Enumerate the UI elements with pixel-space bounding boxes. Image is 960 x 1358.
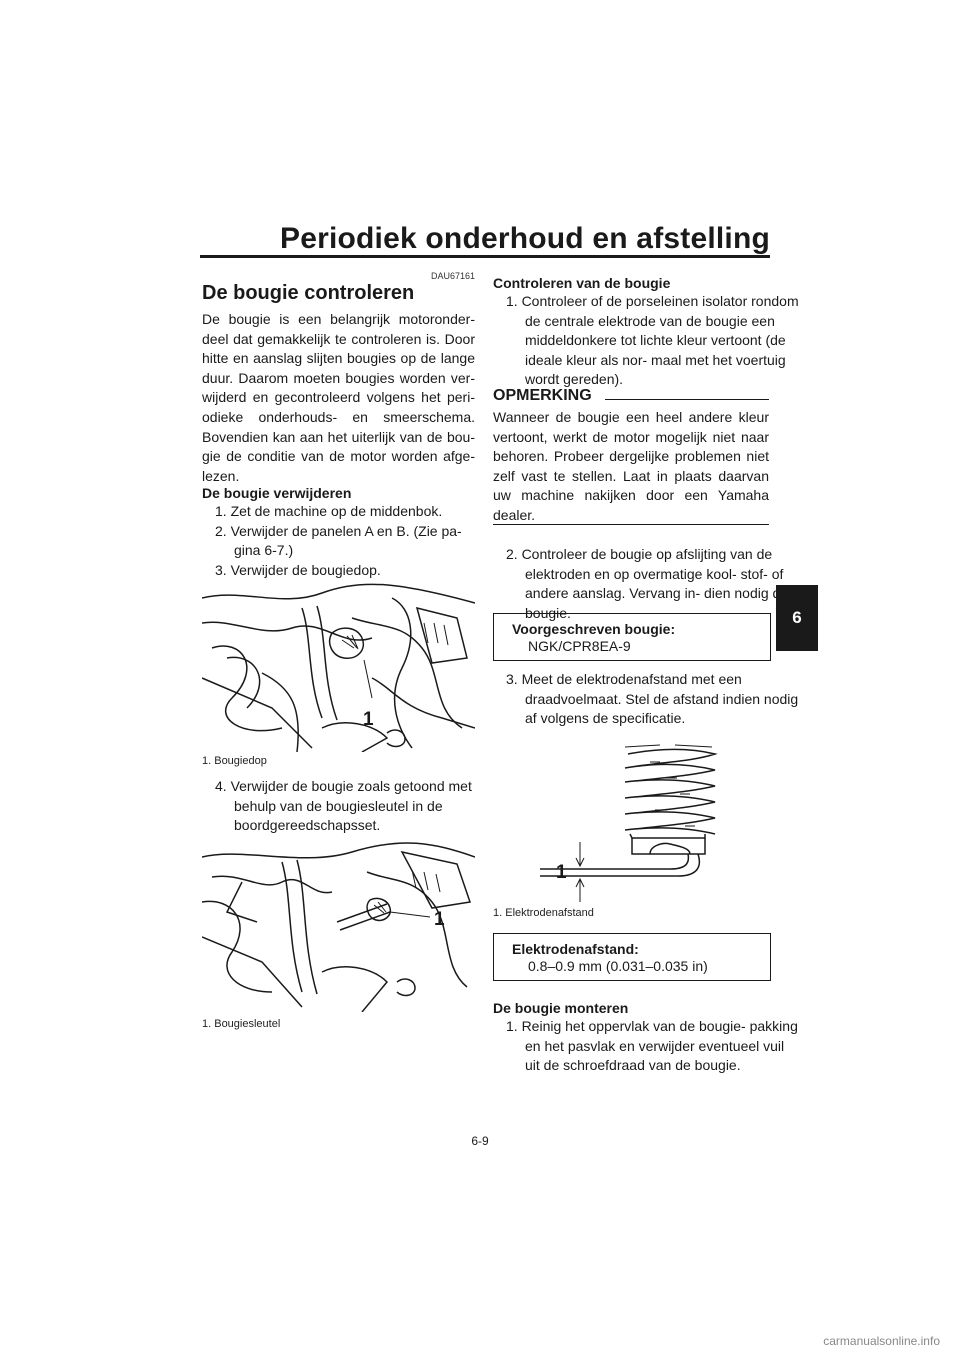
figure2-caption: 1. Bougiesleutel bbox=[202, 1018, 281, 1030]
electrode-gap-figure bbox=[540, 742, 720, 902]
electrode-gap-spec-label: Elektrodenafstand: bbox=[512, 941, 639, 957]
removing-steps bbox=[202, 502, 475, 580]
header-rule bbox=[200, 255, 770, 258]
note-text: Wanneer de bougie een heel andere kleur vertoont, werkt de motor mogelijk niet naar behoren. Probeer dergelijke problemen niet zelf vast te stellen. Laat in plaats daarvan uw machine nakijken door een Yamaha dealer. bbox=[493, 409, 769, 523]
spark-plug-cap-figure bbox=[202, 578, 475, 752]
electrode-gap-spec-box bbox=[493, 933, 771, 981]
watermark: carmanualsonline.info bbox=[823, 1334, 940, 1348]
intro-paragraph: De bougie is een belangrijk motoronder- deel dat gemakkelijk te controleren is. Door hitte en aanslag slijten bougies op de lange duur. Daarom moeten bougies worden ver- wijderd en gecontroleerd volgens het peri- odieke onderhouds- en smeerschema. Bovendien kan aan het uiterlijk van de bou- gie de conditie van de motor worden afge- lezen. bbox=[202, 311, 475, 484]
figure2-callout: 1 bbox=[434, 909, 445, 930]
figure1-caption: 1. Bougiedop bbox=[202, 755, 267, 767]
installing-title: De bougie monteren bbox=[493, 1000, 629, 1016]
chapter-tab[interactable]: 6 bbox=[776, 585, 818, 651]
checking-step-2: 2. Controleer de bougie op afslijting van de elektroden en op overmatige kool- stof- of andere aanslag. Vervang in- dien nodig de bougie. bbox=[506, 546, 789, 621]
checking-step-1: 1. Controleer of de porseleinen isolator rondom de centrale elektrode van de bougie een middeldonkere tot lichte kleur vertoont (de ideale kleur als nor- maal met het voertuig wordt gereden). bbox=[506, 293, 799, 388]
removing-step-2: 2. Verwijder de panelen A en B. (Zie pa- gina 6-7.) bbox=[215, 522, 462, 559]
electrode-gap-spec-value: 0.8–0.9 mm (0.031–0.035 in) bbox=[528, 958, 708, 974]
section-title: De bougie controleren bbox=[202, 282, 415, 304]
checking-step-3: 3. Meet de elektrodenafstand met een draadvoelmaat. Stel de afstand indien nodig af volgens de specificatie. bbox=[506, 671, 799, 727]
figure3-caption: 1. Elektrodenafstand bbox=[493, 907, 594, 919]
installing-step-1: 1. Reinig het oppervlak van de bougie- pakking en het pasvlak en verwijder eventueel vuil uit de schroefdraad van de bougie. bbox=[506, 1018, 798, 1074]
spark-plug-wrench-figure bbox=[202, 842, 475, 1012]
removing-step-4: 4. Verwijder de bougie zoals getoond met behulp van de bougiesleutel in de boordgereedschapsset. bbox=[215, 778, 472, 834]
note-title-rule bbox=[605, 399, 769, 400]
figure1-callout: 1 bbox=[363, 709, 374, 730]
document-code: DAU67161 bbox=[430, 271, 475, 281]
removing-step-3: 3. Verwijder de bougiedop. bbox=[215, 561, 381, 578]
page-number: 6-9 bbox=[471, 1134, 489, 1148]
spark-plug-spec-value: NGK/CPR8EA-9 bbox=[528, 638, 631, 654]
checking-title: Controleren van de bougie bbox=[493, 275, 671, 291]
figure3-callout: 1 bbox=[556, 862, 567, 883]
page-header-title: Periodiek onderhoud en afstelling bbox=[280, 222, 770, 255]
note-end-rule bbox=[493, 524, 769, 525]
removing-title: De bougie verwijderen bbox=[202, 485, 352, 501]
spark-plug-spec-box bbox=[493, 613, 771, 661]
spark-plug-spec-label: Voorgeschreven bougie: bbox=[512, 621, 676, 637]
removing-step-1: 1. Zet de machine op de middenbok. bbox=[215, 503, 443, 519]
note-title: OPMERKING bbox=[493, 387, 592, 404]
